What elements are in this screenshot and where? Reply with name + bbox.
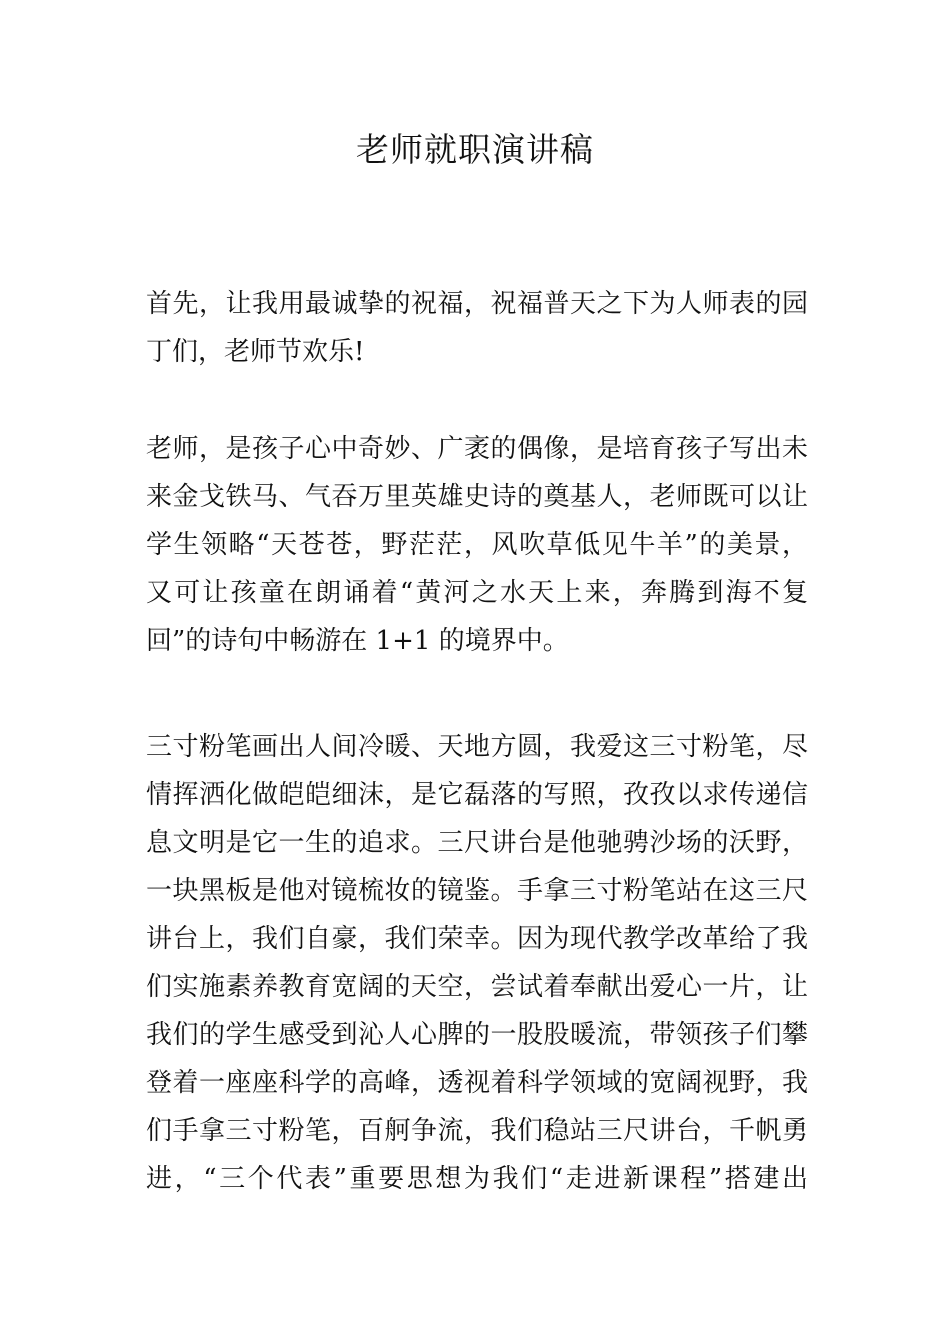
text-line: 们手拿三寸粉笔，百舸争流，我们稳站三尺讲台，千帆勇	[146, 1116, 808, 1146]
text-line: 息文明是它一生的追求。三尺讲台是他驰骋沙场的沃野，	[146, 828, 808, 858]
document-title: 老师就职演讲稿	[356, 130, 594, 169]
paragraph-teacher-idol	[146, 425, 808, 665]
text-line: 丁们，老师节欢乐!	[146, 337, 365, 367]
text-line: 首先，让我用最诚挚的祝福，祝福普天之下为人师表的园	[146, 289, 808, 319]
text-line: 进，“三个代表”重要思想为我们“走进新课程”搭建出	[146, 1164, 808, 1194]
text-line: 我们的学生感受到沁人心脾的一股股暖流，带领孩子们攀	[146, 1020, 808, 1050]
text-line: 来金戈铁马、气吞万里英雄史诗的奠基人，老师既可以让	[146, 482, 808, 512]
text-line: 讲台上，我们自豪，我们荣幸。因为现代教学改革给了我	[146, 924, 808, 954]
paragraph-chalk	[146, 723, 808, 1203]
text-line: 一块黑板是他对镜梳妆的镜鉴。手拿三寸粉笔站在这三尺	[146, 876, 808, 906]
text-line: 三寸粉笔画出人间冷暖、天地方圆，我爱这三寸粉笔，尽	[146, 732, 808, 762]
text-line: 们实施素养教育宽阔的天空，尝试着奉献出爱心一片，让	[146, 972, 808, 1002]
text-line: 登着一座座科学的高峰，透视着科学领域的宽阔视野，我	[146, 1068, 808, 1098]
text-line: 又可让孩童在朗诵着“黄河之水天上来，奔腾到海不复	[146, 578, 808, 608]
text-line: 情挥洒化做皑皑细沫，是它磊落的写照，孜孜以求传递信	[146, 780, 808, 810]
paragraph-greeting	[146, 280, 808, 376]
text-line: 学生领略“天苍苍，野茫茫，风吹草低见牛羊”的美景，	[146, 530, 808, 560]
text-line: 老师，是孩子心中奇妙、广袤的偶像，是培育孩子写出未	[146, 434, 808, 464]
text-line: 回”的诗句中畅游在 1+1 的境界中。	[146, 626, 569, 656]
